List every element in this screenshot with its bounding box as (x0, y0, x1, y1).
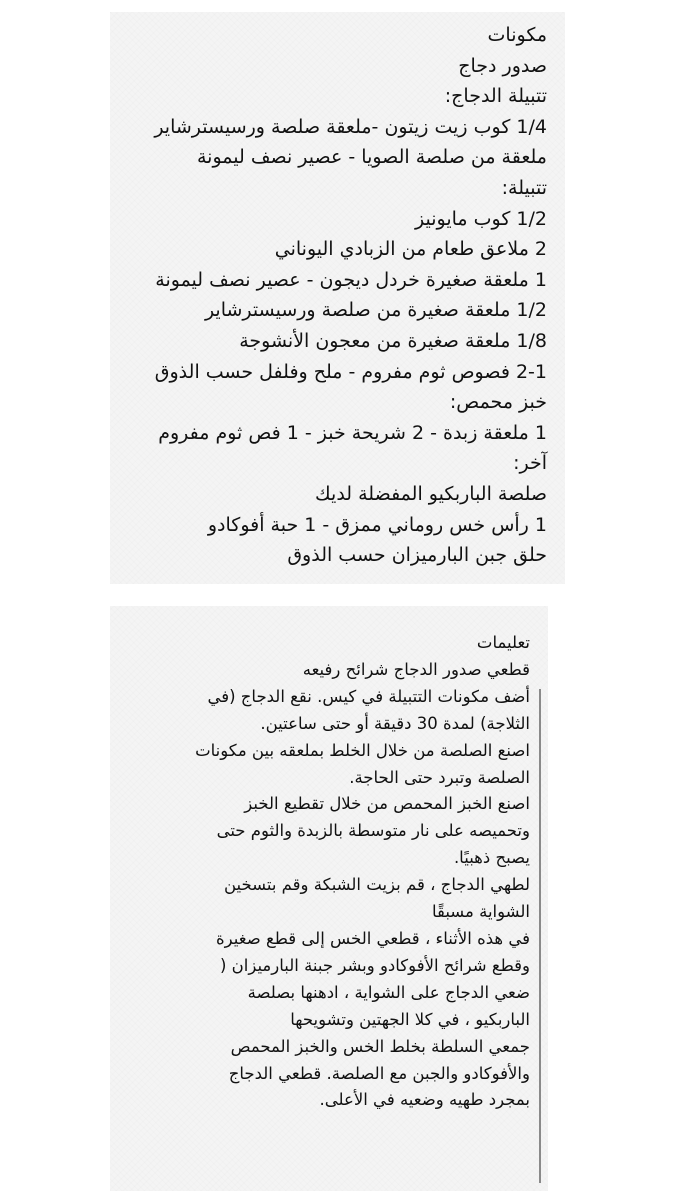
instruction-line: الثلاجة) لمدة 30 دقيقة أو حتى ساعتين. (260, 713, 530, 733)
instruction-line: ضعي الدجاج على الشواية ، ادهنها بصلصة (247, 982, 530, 1002)
instruction-line: اصنع الخبز المحمص من خلال تقطيع الخبز (244, 794, 530, 814)
instruction-line: الباربكيو ، في كلا الجهتين وتشويحها (290, 1009, 530, 1029)
ingredients-text (154, 20, 547, 571)
ingredient-line: 2-1 فصوص ثوم مفروم - ملح وفلفل حسب الذوق (154, 360, 547, 383)
instruction-line: والأفوكادو والجبن مع الصلصة. قطعي الدجاج (228, 1063, 530, 1083)
instructions-text[interactable] (195, 630, 530, 1114)
instruction-line: في هذه الأثناء ، قطعي الخس إلى قطع صغيرة (216, 928, 530, 948)
ingredients-note-card (110, 12, 565, 584)
instruction-line: بمجرد طهيه وضعيه في الأعلى. (319, 1090, 530, 1110)
ingredient-line: 1 رأس خس روماني ممزق - 1 حبة أفوكادو (207, 513, 547, 536)
instruction-line: اصنع الصلصة من خلال الخلط بملعقه بين مكونات (195, 740, 530, 760)
instruction-line: أضف مكونات التتبيلة في كيس. نقع الدجاج (في (207, 686, 530, 706)
instruction-line: يصبح ذهبيًا. (453, 848, 530, 868)
ingredient-subheading: خبز محمص: (449, 391, 547, 414)
instruction-line: وتحميصه على نار متوسطة بالزبدة والثوم حتى (216, 821, 530, 841)
text-selection-bar[interactable] (539, 689, 541, 1183)
instructions-note-card (110, 606, 548, 1191)
ingredient-subheading: تتبيلة: (501, 176, 547, 199)
ingredient-line: 1/2 ملعقة صغيرة من صلصة ورسيسترشاير (204, 299, 547, 322)
ingredient-line: 1 ملعقة صغيرة خردل ديجون - عصير نصف ليمونة (155, 268, 547, 291)
instruction-line: جمعي السلطة بخلط الخس والخبز المحمص (230, 1036, 530, 1056)
ingredient-line: صلصة الباربكيو المفضلة لديك (315, 482, 547, 505)
ingredient-line: صدور دجاج (458, 54, 547, 77)
instruction-line: وقطع شرائح الأفوكادو وبشر جبنة البارميزان ( (219, 955, 530, 975)
ingredient-subheading: تتبيلة الدجاج: (444, 85, 547, 108)
ingredient-subheading: آخر: (513, 452, 547, 475)
ingredient-line: حلق جبن البارميزان حسب الذوق (287, 544, 547, 567)
ingredient-line: ملعقة من صلصة الصويا - عصير نصف ليمونة (197, 146, 547, 169)
ingredients-heading: مكونات (487, 24, 547, 46)
ingredient-line: 1 ملعقة زبدة - 2 شريحة خبز - 1 فص ثوم مفروم (158, 421, 547, 444)
instruction-line: الشواية مسبقًا (431, 902, 530, 922)
instruction-line: الصلصة وتبرد حتى الحاجة. (349, 767, 530, 787)
ingredient-line: 2 ملاعق طعام من الزبادي اليوناني (274, 238, 547, 261)
ingredient-line: 1/8 ملعقة صغيرة من معجون الأنشوجة (239, 329, 547, 352)
ingredient-line: 1/4 كوب زيت زيتون -ملعقة صلصة ورسيسترشاير (154, 115, 547, 138)
ingredient-line: 1/2 كوب مايونيز (415, 207, 547, 230)
instruction-line: قطعي صدور الدجاج شرائح رفيعه (302, 659, 530, 679)
instructions-heading: تعليمات (476, 633, 530, 652)
instruction-line: لطهي الدجاج ، قم بزيت الشبكة وقم بتسخين (223, 875, 530, 895)
